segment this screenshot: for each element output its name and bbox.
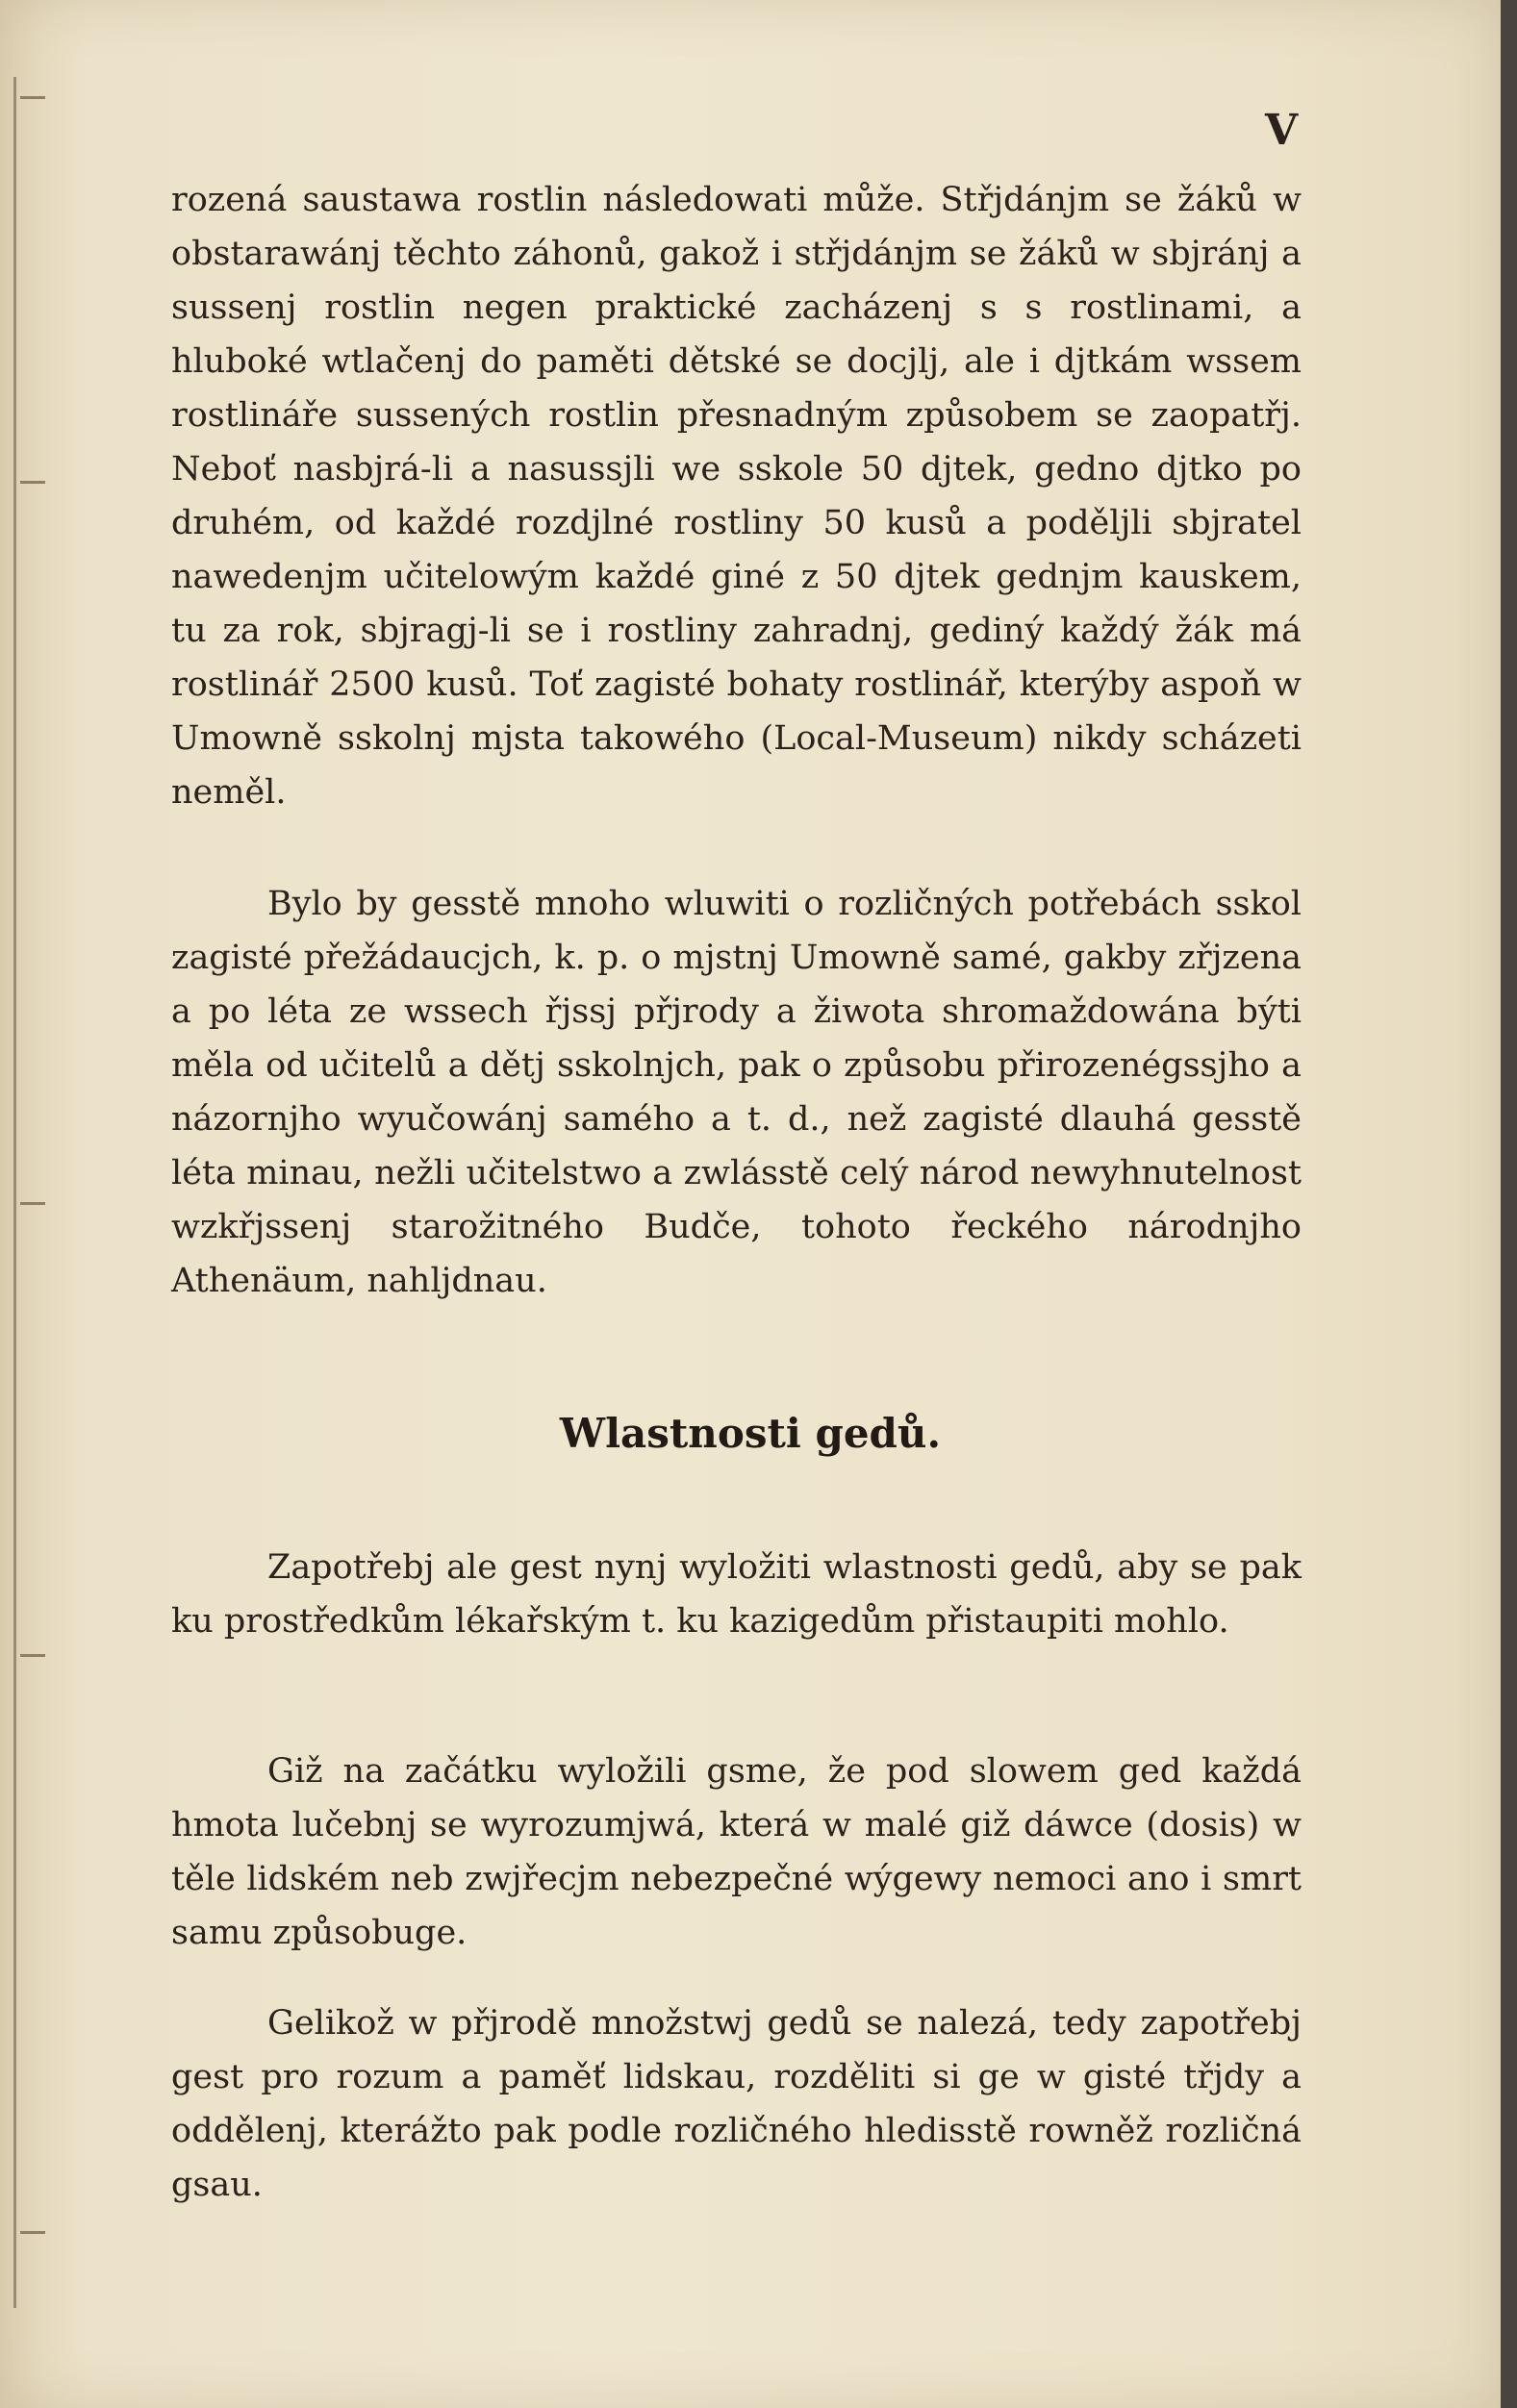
- body-paragraph-2: Bylo by gesstě mnoho wluwiti o rozličných potřebách sskol zagisté přežádaucjch, k. p. o mjstnj Umowně samé, gakby zřjzena a po léta ze wssech řjssj přjrody a žiwota shromaždowána býti měla od učitelů a dětj sskolnjch, pak o způsobu přirozenégssjho a názornjho wyučowánj samého a t. d., než zagisté dlauhá gesstě léta minau, nežli učitelstwo a zwlásstě celý národ newyhnutelnost wzkřjssenj starožitného Budče, tohoto řeckého národnjho Athenäum, nahljdnau.: [171, 885, 1302, 1300]
- section-paragraph-2: Giž na začátku wyložili gsme, že pod slowem ged každá hmota lučebnj se wyrozumjwá, která w malé giž dáwce (dosis) w těle lidském neb zwjřecjm nebezpečné wýgewy nemoci ano i smrt samu způsobuge.: [171, 1752, 1302, 1952]
- section-paragraph-3: Gelikož w přjrodě množstwj gedů se nalezá, tedy zapotřebj gest pro rozum a paměť lidskau, rozděliti si ge w gisté třjdy a oddělenj, kterážto pak podle rozličného hledisstě rowněž rozličná gsau.: [171, 2004, 1302, 2204]
- binding-mark: [20, 1202, 45, 1205]
- binding-mark: [20, 2231, 45, 2234]
- page-background-edge: [1501, 0, 1517, 2408]
- binding-mark: [20, 96, 45, 99]
- page-number: V: [1265, 106, 1299, 155]
- section-paragraph-1: Zapotřebj ale gest nynj wyložiti wlastnosti gedů, aby se pak ku prostředkům lékařským t. ku kazigedům přistaupiti mohlo.: [171, 1548, 1302, 1641]
- binding-mark: [20, 1654, 45, 1657]
- section-heading: Wlastnosti gedů.: [559, 1410, 942, 1457]
- body-paragraph-1: rozená saustawa rostlin následowati může. Střjdánjm se žáků w obstarawánj těchto záhonů, gakož i střjdánjm se žáků w sbjránj a sussenj rostlin negen praktické zacházenj s s rostlinami, a hluboké wtlačenj do paměti dětské se docjlj, ale i djtkám wssem rostlináře sussených rostlin přesnadným způsobem se zaopatřj. Neboť nasbjrá-li a nasussjli we sskole 50 djtek, gedno djtko po druhém, od každé rozdjlné rostliny 50 kusů a poděljli sbjratel nawedenjm učitelowým každé giné z 50 djtek gednjm kauskem, tu za rok, sbjragj-li se i rostliny zahradnj, gediný každý žák má rostlinář 2500 kusů. Toť zagisté bohaty rostlinář, kterýby aspoň w Umowně sskolnj mjsta takowého (Local-Museum) nikdy scházeti neměl.: [171, 181, 1302, 812]
- binding-edge: [13, 77, 34, 2308]
- binding-mark: [20, 481, 45, 484]
